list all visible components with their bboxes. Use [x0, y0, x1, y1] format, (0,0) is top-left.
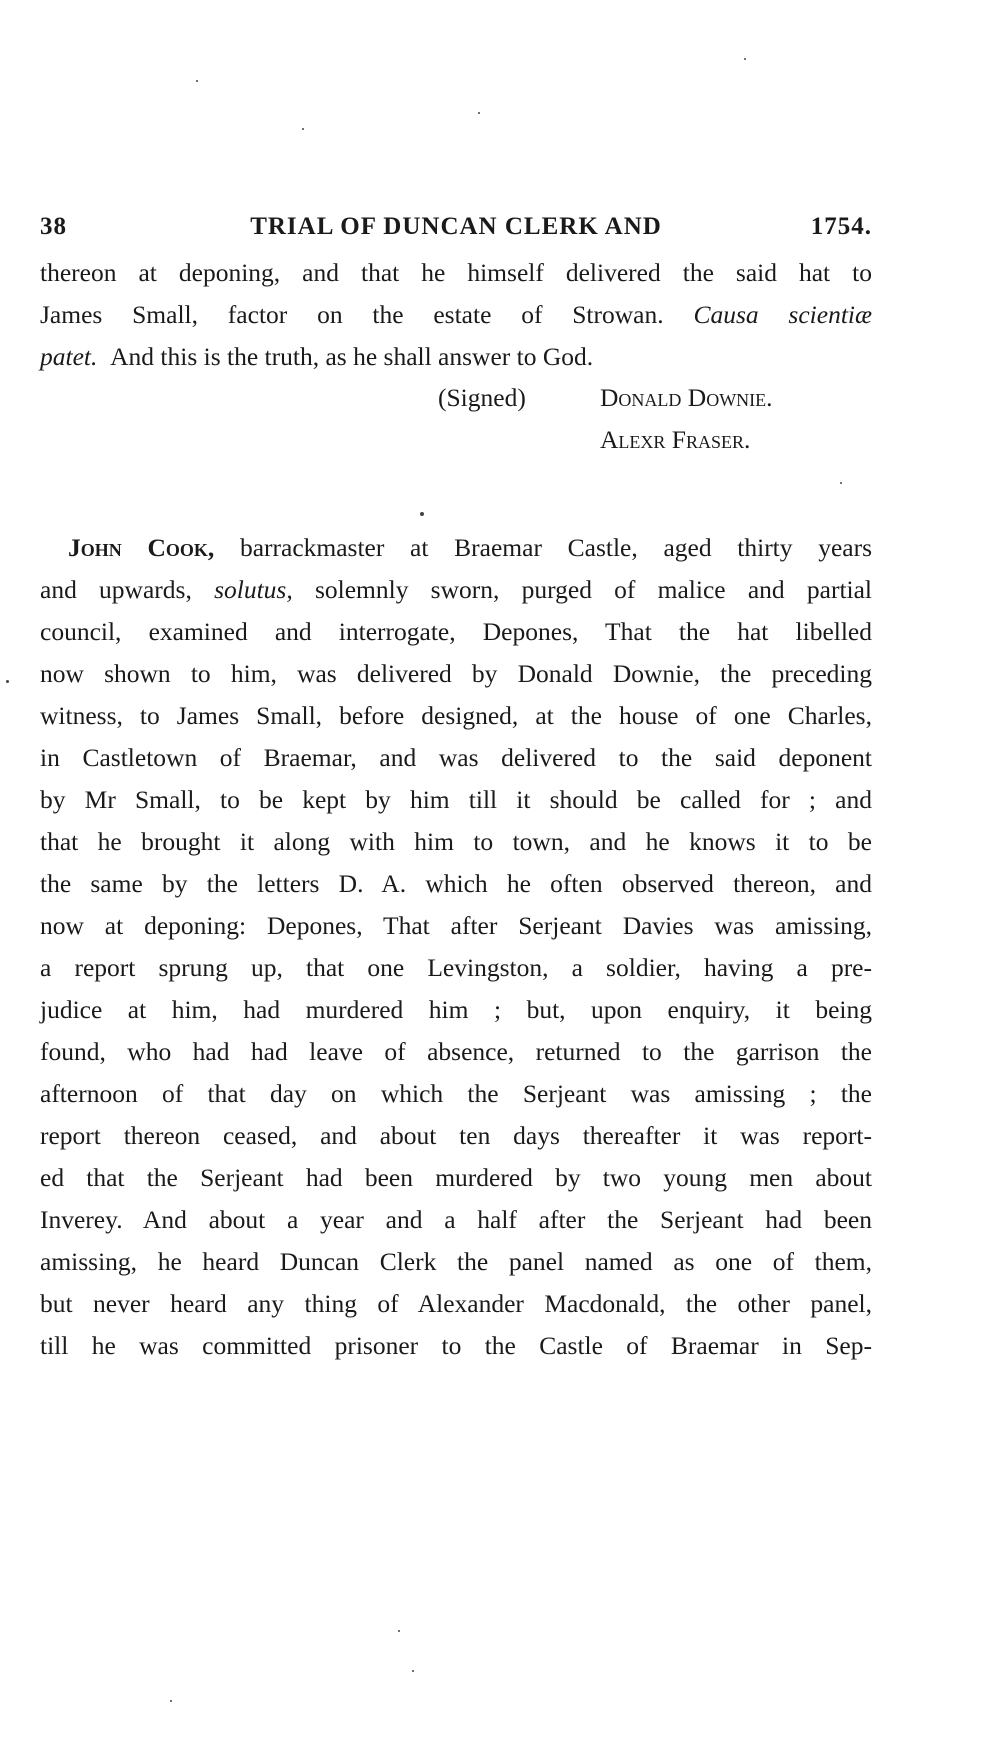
scan-speck: [478, 112, 480, 114]
signed-label: (Signed): [438, 383, 526, 412]
scan-speck: [196, 80, 198, 82]
text-line: Inverey. And about a year and a half after the Serjeant had been: [40, 1205, 872, 1234]
latin-phrase: solutus,: [214, 575, 293, 604]
text-line: till he was committed prisoner to the Castle of Braemar in Sep-: [40, 1331, 872, 1360]
text-line: by Mr Small, to be kept by him till it should be called for ; and: [40, 785, 872, 814]
text-line: in Castletown of Braemar, and was delivered to the said deponent: [40, 743, 872, 772]
witness-paragraph: [40, 527, 872, 1367]
running-year: 1754.: [810, 213, 872, 240]
text-line: amissing, he heard Duncan Clerk the panel named as one of them,: [40, 1247, 872, 1276]
text-line: report thereon ceased, and about ten days thereafter it was report-: [40, 1121, 872, 1150]
text-line: the same by the letters D. A. which he often observed thereon, and: [40, 869, 872, 898]
text-line: council, examined and interrogate, Depones, That the hat libelled: [40, 617, 872, 646]
witness-name: John Cook,: [68, 533, 215, 562]
text-line: found, who had had leave of absence, returned to the garrison the: [40, 1037, 872, 1066]
text-line: a report sprung up, that one Levingston, a soldier, having a pre-: [40, 953, 872, 982]
text-line: afternoon of that day on which the Serjeant was amissing ; the: [40, 1079, 872, 1108]
deposition-end: [40, 252, 872, 378]
text-line: judice at him, had murdered him ; but, upon enquiry, it being: [40, 995, 872, 1024]
text-line: ed that the Serjeant had been murdered by two young men about: [40, 1163, 872, 1192]
scan-speck: [170, 1700, 172, 1702]
text-line: John Cook, barrackmaster at Braemar Castle, aged thirty years: [68, 533, 873, 562]
scan-speck: [840, 482, 842, 484]
latin-phrase: patet.: [40, 342, 98, 371]
latin-phrase: Causa scientiæ: [693, 300, 872, 329]
scan-speck: [744, 58, 746, 60]
text-line: and upwards, solutus, solemnly sworn, purged of malice and partial: [40, 575, 873, 604]
scan-speck: [398, 1630, 400, 1632]
scan-speck: [420, 512, 424, 516]
text-line: witness, to James Small, before designed, at the house of one Charles,: [40, 701, 872, 730]
signature-judge: Alexr Fraser.: [600, 425, 751, 454]
scan-speck: [6, 680, 9, 683]
page-number: 38: [40, 213, 67, 240]
scan-speck: [412, 1670, 414, 1672]
text-line: now at deponing: Depones, That after Serjeant Davies was amissing,: [40, 911, 872, 940]
scan-speck: [302, 128, 304, 130]
running-title: TRIAL OF DUNCAN CLERK AND: [250, 213, 662, 240]
text-line: James Small, factor on the estate of Strowan. Causa scientiæ: [40, 300, 872, 329]
text-line: thereon at deponing, and that he himself delivered the said hat to: [40, 258, 872, 287]
text-line: now shown to him, was delivered by Donald Downie, the preceding: [40, 659, 872, 688]
signature-witness: Donald Downie.: [600, 383, 773, 412]
text-line: that he brought it along with him to town, and he knows it to be: [40, 827, 872, 856]
text-line: but never heard any thing of Alexander Macdonald, the other panel,: [40, 1289, 872, 1318]
running-head: [40, 213, 872, 247]
text-line: patet. And this is the truth, as he shall answer to God.: [40, 342, 594, 371]
